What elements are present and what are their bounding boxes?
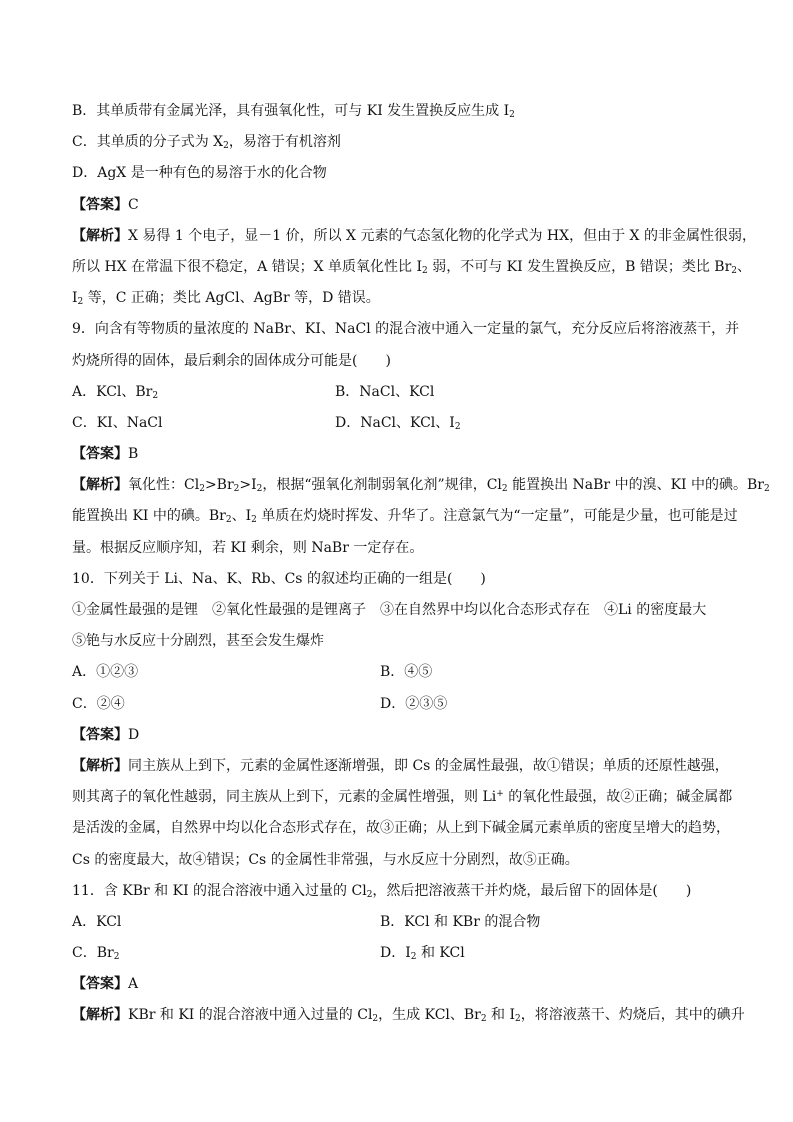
option-row <box>72 408 722 439</box>
text-run: ，根据“强氧化剂制弱氧化剂”规律，Cl <box>262 477 502 494</box>
text-run: >Br <box>204 477 234 494</box>
text-line <box>72 221 756 252</box>
subscript: 2 <box>251 515 257 526</box>
subscript: 2 <box>223 141 229 152</box>
text-line <box>72 626 722 657</box>
subscript: 2 <box>77 297 84 308</box>
subscript: 2 <box>233 484 240 495</box>
subscript: 2 <box>764 484 770 495</box>
option-row <box>72 907 722 938</box>
text-line <box>72 813 730 844</box>
subscript: 2 <box>366 889 373 900</box>
text-line <box>72 720 722 751</box>
text-line <box>72 314 740 345</box>
text-line <box>72 533 722 564</box>
option-right <box>380 907 540 938</box>
text-run: 同主族从上到下，元素的金属性逐渐增强，即 Cs 的金属性最强，故①错误；单质的还原性越强， <box>128 757 729 774</box>
text-line <box>72 876 722 907</box>
subscript: 2 <box>372 1014 379 1025</box>
text-line <box>72 346 722 377</box>
text-run: ，易溶于有机溶剂 <box>228 134 341 151</box>
text-run: 灼烧所得的固体，最后剩余的固体成分可能是( ) <box>72 352 391 369</box>
subscript: 2 <box>731 265 738 276</box>
text-run: 是活泼的金属，自然界中均以化合态形式存在，故③正确；从上到下碱金属元素单质的密度呈增大的趋势， <box>72 820 730 837</box>
text-run: 9．向含有等物质的量浓度的 NaBr、KI、NaCl 的混合液中通入一定量的氯气，充分反应后将溶液蒸干，并 <box>72 321 740 338</box>
option-left <box>72 696 125 712</box>
section-label: 【解析】 <box>72 227 128 244</box>
subscript: 2 <box>515 1014 521 1025</box>
text-run: 弱，不可与 KI 发生置换反应，B 错误；类比 Br <box>427 258 732 275</box>
text-run: C <box>128 196 139 213</box>
text-run: D．I <box>380 945 411 962</box>
text-run: B．其单质带有金属光泽，具有强氧化性，可与 KI 发生置换反应生成 I <box>72 103 510 119</box>
subscript: 2 <box>199 484 205 495</box>
text-run: C．其单质的分子式为 X <box>72 134 224 151</box>
text-line <box>72 1000 745 1031</box>
text-run: 、I <box>231 508 252 525</box>
option-row <box>72 938 722 969</box>
section-label: 【解析】 <box>72 1007 128 1024</box>
subscript: 2 <box>113 952 120 963</box>
text-line <box>72 158 722 189</box>
text-run: X 易得 1 个电子，显－1 价，所以 X 元素的气态氢化物的化学式为 HX，但由于 X 的非金属性很弱， <box>128 227 756 244</box>
text-run: 和 I <box>486 1007 516 1024</box>
document-page <box>72 96 770 1032</box>
text-run: 则其离子的氧化性越弱，同主族从上到下，元素的金属性增强，则 Li <box>72 789 497 806</box>
text-line <box>72 127 722 158</box>
subscript: 2 <box>454 421 461 432</box>
text-run: A．KCl <box>72 913 122 930</box>
text-run: D．AgX 是一种有色的易溶于水的化合物 <box>72 165 327 182</box>
text-line <box>72 595 722 626</box>
option-left <box>72 415 163 431</box>
text-run: 和 KCl <box>416 945 465 962</box>
section-label: 【答案】 <box>72 446 128 463</box>
text-run: D．NaCl、KCl、I <box>335 414 455 431</box>
option-row <box>72 689 722 720</box>
text-run: Cs 的密度最大，故④错误；Cs 的金属性非常强，与水反应十分剧烈，故⑤正确。 <box>72 851 579 868</box>
text-run: A．①②③ <box>72 664 139 681</box>
text-run: ，生成 KCl、Br <box>378 1007 481 1024</box>
text-line <box>72 96 722 127</box>
section-label: 【答案】 <box>72 196 128 213</box>
text-run: ①金属性最强的是锂 ②氧化性最强的是锂离子 ③在自然界中均以化合态形式存在 ④Li 的密度最大 <box>72 602 707 618</box>
text-run: ，然后把溶液蒸干并灼烧，最后留下的固体是( ) <box>372 882 692 899</box>
text-run: D．②③⑤ <box>380 695 448 712</box>
text-run: B．KCl 和 KBr 的混合物 <box>380 913 541 930</box>
text-run: A <box>128 976 139 993</box>
subscript: 2 <box>509 110 515 120</box>
text-line <box>72 439 722 470</box>
text-line <box>72 283 722 314</box>
section-label: 【解析】 <box>72 477 128 494</box>
text-line <box>72 501 738 532</box>
text-line <box>72 190 722 221</box>
text-run: 的氧化性最强，故②正确；碱金属都 <box>503 789 733 806</box>
subscript: 2 <box>256 484 263 495</box>
option-left <box>72 945 119 961</box>
section-label: 【答案】 <box>72 976 128 993</box>
text-run: KBr 和 KI 的混合溶液中通入过量的 Cl <box>128 1007 373 1024</box>
option-left <box>72 914 121 930</box>
text-run: 等，C 正确；类比 AgCl、AgBr 等，D 错误。 <box>83 290 380 307</box>
text-run: 能置换出 NaBr 中的溴、KI 中的碘。Br <box>507 477 764 494</box>
option-right <box>335 408 461 439</box>
text-line <box>72 470 770 501</box>
text-line <box>72 782 733 813</box>
subscript: 2 <box>225 515 232 526</box>
text-run: B <box>128 446 139 463</box>
text-line <box>72 252 752 283</box>
text-run: D <box>128 726 140 743</box>
text-line <box>72 751 729 782</box>
text-run: B．④⑤ <box>380 664 433 681</box>
subscript: 2 <box>152 390 159 401</box>
option-row <box>72 377 722 408</box>
text-run: C．KI、NaCl <box>72 414 163 431</box>
text-run: 、 <box>737 258 752 275</box>
subscript: 2 <box>410 952 417 963</box>
text-run: 量。根据反应顺序知，若 KI 剩余，则 NaBr 一定存在。 <box>72 539 424 556</box>
text-run: 所以 HX 在常温下很不稳定，A 错误；X 单质氧化性比 I <box>72 258 423 275</box>
option-left <box>72 664 138 680</box>
superscript: + <box>496 789 504 800</box>
text-run: A．KCl、Br <box>72 383 153 400</box>
text-line <box>72 564 722 595</box>
option-right <box>335 377 434 408</box>
text-run: 单质在灼烧时挥发、升华了。注意氯气为“一定量”，可能是少量，也可能是过 <box>256 508 738 525</box>
text-run: ，将溶液蒸干、灼烧后，其中的碘升 <box>520 1007 745 1024</box>
text-run: B．NaCl、KCl <box>335 383 435 400</box>
text-run: ⑤铯与水反应十分剧烈，甚至会发生爆炸 <box>72 633 324 650</box>
text-line <box>72 845 722 876</box>
option-right <box>380 689 447 720</box>
subscript: 2 <box>501 484 508 495</box>
option-left <box>72 384 158 400</box>
section-label: 【答案】 <box>72 726 128 743</box>
subscript: 2 <box>480 1014 487 1025</box>
text-run: 能置换出 KI 中的碘。Br <box>72 508 226 525</box>
text-run: >I <box>239 477 257 494</box>
text-run: 11．含 KBr 和 KI 的混合溶液中通入过量的 Cl <box>72 882 367 899</box>
text-line <box>72 969 722 1000</box>
text-run: 氧化性：Cl <box>128 477 200 494</box>
option-right <box>380 657 432 688</box>
option-right <box>380 938 465 969</box>
text-run: 10．下列关于 Li、Na、K、Rb、Cs 的叙述均正确的一组是( ) <box>72 570 486 587</box>
option-row <box>72 657 722 688</box>
text-run: C．②④ <box>72 695 125 712</box>
section-label: 【解析】 <box>72 757 128 774</box>
text-run: C．Br <box>72 945 114 962</box>
subscript: 2 <box>422 265 428 276</box>
text-run: I <box>72 290 78 307</box>
